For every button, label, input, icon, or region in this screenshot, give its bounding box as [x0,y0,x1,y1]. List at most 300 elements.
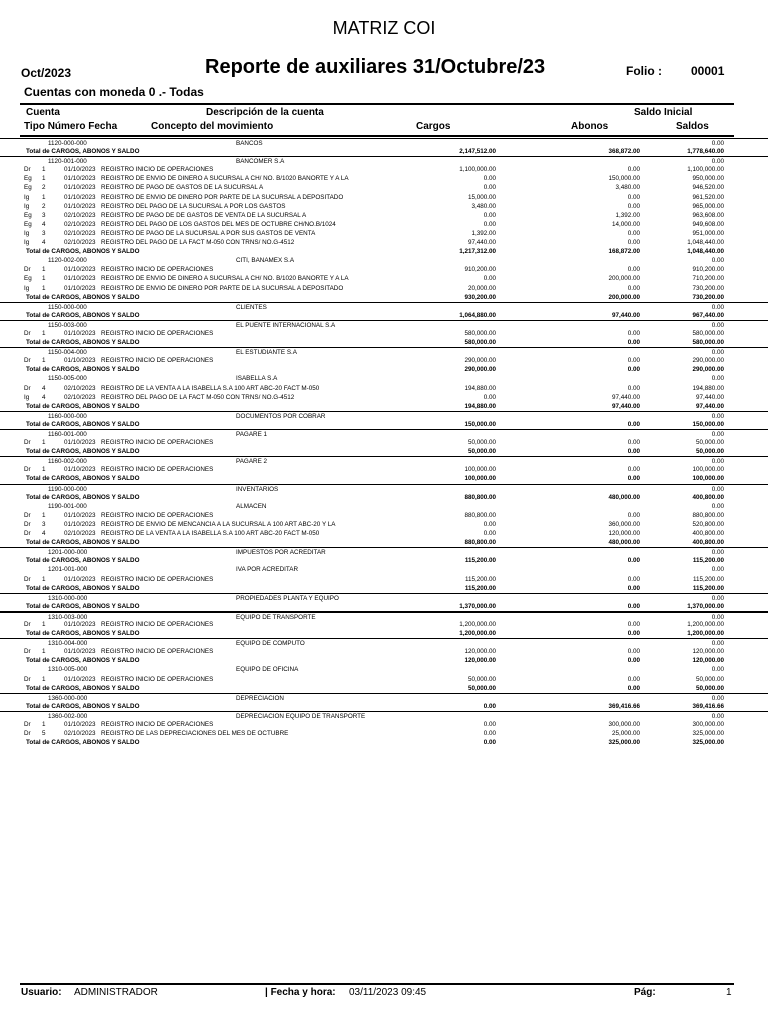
abonos-value: 368,872.00 [608,148,640,156]
account-row [0,484,768,493]
account-row [0,156,768,165]
cargos-value: 0.00 [483,175,496,183]
movement-type: Dr [24,384,31,392]
abonos-value: 0.00 [627,357,640,365]
cargos-value: 150,000.00 [464,420,496,428]
account-code: 1310-005-000 [48,666,88,674]
movement-row [0,174,768,183]
total-label: Total de CARGOS, ABONOS Y SALDO [26,339,140,347]
total-label: Total de CARGOS, ABONOS Y SALDO [26,539,140,547]
abonos-value: 168,872.00 [608,248,640,256]
account-code: 1160-001-000 [48,431,87,438]
movement-type: Dr [24,511,31,519]
saldo-value: 950,000.00 [692,175,724,183]
abonos-value: 0.00 [627,584,640,592]
movement-date: 02/10/2023 [64,239,96,247]
account-name: BANCOS [236,140,263,147]
account-name: EQUIPO DE OFICINA [236,666,299,674]
account-code: 1310-000-000 [48,594,88,602]
account-name: DEPRECIACION [236,694,284,702]
total-label: Total de CARGOS, ABONOS Y SALDO [26,557,140,565]
movement-number: 1 [42,357,46,365]
initial-balance: 0.00 [711,458,724,466]
account-row [0,320,768,329]
account-name: EL ESTUDIANTE S.A [236,349,298,357]
cargos-value: 15,000.00 [467,193,496,201]
abonos-value: 0.00 [627,657,640,665]
initial-balance: 0.00 [711,431,724,438]
abonos-value: 0.00 [627,575,640,583]
col-tipo-numero-fecha: Tipo Número Fecha [24,121,118,132]
movement-concept: REGISTRO INICIO DE OPERACIONES [101,266,214,274]
movement-type: Dr [24,620,31,628]
abonos-value: 0.00 [627,630,640,638]
movement-row [0,620,768,629]
movement-concept: REGISTRO DE ENVIO DE MENCANCIA A LA SUCURSAL A 100 ART ABC-20 Y LA [101,520,336,528]
movement-number: 1 [42,439,46,447]
movement-type: Dr [24,466,31,474]
saldo-value: 115,200.00 [692,584,724,592]
abonos-value: 325,000.00 [608,739,640,747]
account-name: PAGARE 2 [236,458,268,466]
initial-balance: 0.00 [711,349,724,357]
cargos-value: 20,000.00 [467,284,496,292]
col-cuenta: Cuenta [26,107,60,118]
movement-number: 1 [42,175,46,183]
saldo-value: 50,000.00 [695,439,724,447]
saldo-value: 965,000.00 [692,202,724,210]
movement-type: Ig [24,393,30,401]
cargos-value: 50,000.00 [467,684,496,692]
account-name: BANCOMER S.A [236,158,285,166]
initial-balance: 0.00 [711,666,724,674]
total-row [0,147,768,156]
account-row [0,302,768,311]
account-row [0,711,768,720]
period-label: Oct/2023 [21,66,72,80]
saldo-value: 880,800.00 [692,511,724,519]
total-label: Total de CARGOS, ABONOS Y SALDO [26,657,140,665]
movement-type: Ig [24,229,30,237]
total-label: Total de CARGOS, ABONOS Y SALDO [26,630,140,638]
account-code: 1160-000-000 [48,412,87,420]
initial-balance: 0.00 [711,712,724,720]
abonos-value: 0.00 [627,511,640,519]
account-code: 1160-002-000 [48,458,87,466]
total-label: Total de CARGOS, ABONOS Y SALDO [26,420,140,428]
app-title: MATRIZ COI [332,18,436,38]
movement-date: 01/10/2023 [64,266,96,274]
account-name: EL PUENTE INTERNACIONAL S.A [236,321,336,329]
saldo-value: 1,048,440.00 [687,248,724,256]
saldo-value: 50,000.00 [695,675,724,683]
saldo-value: 97,440.00 [695,402,724,410]
abonos-value: 0.00 [627,166,640,174]
datetime-label: | Fecha y hora: [265,987,336,998]
movement-concept: REGISTRO DE PAGO DE GASTOS DE LA SUCURSAL A [101,184,264,192]
movement-number: 3 [42,520,46,528]
cargos-value: 0.00 [483,184,496,192]
cargos-value: 120,000.00 [464,648,496,656]
account-row [0,693,768,702]
movement-type: Eg [24,184,32,192]
total-label: Total de CARGOS, ABONOS Y SALDO [26,248,140,256]
saldo-value: 963,608.00 [692,211,724,219]
footer-divider [20,983,734,985]
total-row [0,656,768,665]
account-row [0,593,768,602]
saldo-value: 120,000.00 [692,648,724,656]
movement-number: 1 [42,511,46,519]
cargos-value: 1,392.00 [471,229,496,237]
initial-balance: 0.00 [711,375,724,383]
account-code: 1190-001-000 [48,502,87,510]
abonos-value: 0.00 [627,439,640,447]
saldo-value: 580,000.00 [692,339,724,347]
movement-concept: REGISTRO INICIO DE OPERACIONES [101,329,214,337]
account-row [0,456,768,465]
total-label: Total de CARGOS, ABONOS Y SALDO [26,584,140,592]
cargos-value: 1,200,000.00 [459,630,496,638]
cargos-value: 50,000.00 [467,439,496,447]
account-row [0,429,768,438]
movement-type: Ig [24,239,30,247]
cargos-value: 115,200.00 [464,557,496,565]
movement-date: 01/10/2023 [64,329,96,337]
movement-date: 01/10/2023 [64,675,96,683]
saldo-value: 710,200.00 [692,275,724,283]
movement-date: 01/10/2023 [64,575,96,583]
movement-date: 01/10/2023 [64,202,96,210]
total-row [0,629,768,638]
saldo-value: 949,608.00 [692,220,724,228]
total-row [0,556,768,565]
account-row [0,565,768,574]
movement-date: 02/10/2023 [64,730,96,738]
movement-date: 02/10/2023 [64,211,96,219]
initial-balance: 0.00 [711,640,724,648]
saldo-value: 100,000.00 [692,466,724,474]
cargos-value: 0.00 [483,730,496,738]
saldo-value: 115,200.00 [692,557,724,565]
cargos-value: 880,800.00 [464,511,496,519]
cargos-value: 115,200.00 [464,584,496,592]
page-value: 1 [726,987,732,998]
abonos-value: 0.00 [627,229,640,237]
movement-concept: REGISTRO DE LA VENTA A LA ISABELLA S.A 100 ART ABC-20 FACT M-050 [101,384,320,392]
abonos-value: 300,000.00 [608,721,640,728]
saldo-value: 290,000.00 [692,357,724,365]
movement-number: 1 [42,648,46,656]
saldo-value: 1,200,000.00 [687,630,724,638]
abonos-value: 0.00 [627,557,640,565]
cargos-value: 194,880.00 [464,384,496,392]
total-row [0,584,768,593]
account-name: INVENTARIOS [236,485,279,493]
saldo-value: 910,200.00 [692,266,724,274]
movement-row [0,211,768,220]
account-row [0,347,768,356]
cargos-value: 0.00 [483,220,496,228]
saldo-value: 961,520.00 [692,193,724,201]
saldo-value: 194,880.00 [692,384,724,392]
col-descripcion: Descripción de la cuenta [206,107,324,118]
movement-type: Dr [24,266,31,274]
movement-type: Eg [24,175,32,183]
abonos-value: 0.00 [627,466,640,474]
saldo-value: 967,440.00 [692,311,724,319]
saldo-value: 400,800.00 [692,530,724,538]
movement-date: 01/10/2023 [64,184,96,192]
saldo-value: 580,000.00 [692,329,724,337]
abonos-value: 97,440.00 [611,402,640,410]
saldo-value: 325,000.00 [692,730,724,738]
saldo-value: 150,000.00 [692,420,724,428]
datetime-value: 03/11/2023 09:45 [349,987,427,998]
abonos-value: 0.00 [627,648,640,656]
account-row [0,547,768,556]
movement-number: 4 [42,239,46,247]
cargos-value: 880,800.00 [464,493,496,501]
movement-date: 01/10/2023 [64,620,96,628]
account-name: ALMACEN [236,502,267,510]
saldo-value: 97,440.00 [695,393,724,401]
movement-number: 4 [42,384,46,392]
movement-row [0,511,768,520]
movement-number: 1 [42,721,46,728]
movement-row [0,220,768,229]
total-label: Total de CARGOS, ABONOS Y SALDO [26,684,140,692]
movement-date: 01/10/2023 [64,175,96,183]
account-row [0,374,768,383]
movement-concept: REGISTRO DEL PAGO DE LA SUCURSAL A POR LOS GASTOS [101,202,286,210]
abonos-value: 360,000.00 [608,520,640,528]
total-label: Total de CARGOS, ABONOS Y SALDO [26,293,140,301]
abonos-value: 0.00 [627,684,640,692]
cargos-value: 0.00 [483,275,496,283]
movement-date: 02/10/2023 [64,530,96,538]
movement-date: 01/10/2023 [64,520,96,528]
cargos-value: 580,000.00 [464,339,496,347]
movement-row [0,193,768,202]
cargos-value: 0.00 [483,739,496,747]
account-code: 1120-001-000 [48,158,87,166]
abonos-value: 200,000.00 [608,293,640,301]
folio-value: 00001 [691,64,725,78]
abonos-value: 0.00 [627,475,640,483]
account-row [0,611,768,620]
movement-date: 01/10/2023 [64,721,96,728]
movement-concept: REGISTRO INICIO DE OPERACIONES [101,166,214,174]
movement-date: 02/10/2023 [64,220,96,228]
movement-row [0,183,768,192]
movement-type: Dr [24,329,31,337]
cargos-value: 100,000.00 [464,466,496,474]
col-saldo-inicial: Saldo Inicial [634,107,693,118]
movement-date: 01/10/2023 [64,511,96,519]
abonos-value: 0.00 [627,420,640,428]
abonos-value: 0.00 [627,448,640,456]
movement-date: 02/10/2023 [64,229,96,237]
saldo-value: 1,100,000.00 [687,166,724,174]
cargos-value: 120,000.00 [464,657,496,665]
col-saldos: Saldos [676,121,709,132]
total-label: Total de CARGOS, ABONOS Y SALDO [26,475,140,483]
movement-concept: REGISTRO DEL PAGO DE LA FACT M-050 CON TRNS/ NO.G-4512 [101,239,295,247]
abonos-value: 97,440.00 [611,393,640,401]
total-row [0,293,768,302]
movement-number: 4 [42,530,46,538]
total-label: Total de CARGOS, ABONOS Y SALDO [26,602,140,610]
account-code: 1150-000-000 [48,303,87,311]
initial-balance: 0.00 [711,694,724,702]
movement-concept: REGISTRO DE LAS DEPRECIACIONES DEL MES DE OCTUBRE [101,730,289,738]
abonos-value: 480,000.00 [608,539,640,547]
movement-number: 2 [42,184,46,192]
movement-row [0,329,768,338]
total-row [0,420,768,429]
total-row [0,702,768,711]
account-code: 1310-004-000 [48,640,88,648]
movement-date: 01/10/2023 [64,275,96,283]
saldo-value: 400,800.00 [692,493,724,501]
cargos-value: 0.00 [483,520,496,528]
movement-concept: REGISTRO DE ENVIO DE DINERO A SUCURSAL A CH/ NO. B/1020 BANORTE Y A LA [101,275,349,283]
movement-date: 01/10/2023 [64,193,96,201]
total-row [0,338,768,347]
account-name: DEPRECIACION EQUIPO DE TRANSPORTE [236,712,366,720]
movement-row [0,438,768,447]
total-label: Total de CARGOS, ABONOS Y SALDO [26,493,140,501]
abonos-value: 1,392.00 [615,211,640,219]
account-code: 1120-000-000 [48,140,87,147]
abonos-value: 150,000.00 [608,175,640,183]
cargos-value: 50,000.00 [467,448,496,456]
saldo-value: 115,200.00 [692,575,724,583]
saldo-value: 50,000.00 [695,448,724,456]
movement-concept: REGISTRO INICIO DE OPERACIONES [101,675,214,683]
saldo-value: 1,778,640.00 [687,148,724,156]
saldo-value: 1,200,000.00 [687,620,724,628]
movement-number: 1 [42,193,46,201]
movement-concept: REGISTRO DE ENVIO DE DINERO POR PARTE DE LA SUCURSAL A DEPOSITADO [101,193,344,201]
user-label: Usuario: [21,987,62,998]
initial-balance: 0.00 [711,303,724,311]
total-label: Total de CARGOS, ABONOS Y SALDO [26,366,140,374]
movement-row [0,165,768,174]
initial-balance: 0.00 [711,321,724,329]
total-row [0,738,768,747]
total-row [0,402,768,411]
movement-type: Dr [24,520,31,528]
movement-number: 1 [42,284,46,292]
account-code: 1360-002-000 [48,712,88,720]
account-name: CLIENTES [236,303,267,311]
total-row [0,311,768,320]
movement-number: 1 [42,266,46,274]
account-code: 1150-004-000 [48,349,87,357]
movement-date: 01/10/2023 [64,357,96,365]
abonos-value: 0.00 [627,193,640,201]
movement-type: Dr [24,675,31,683]
cargos-value: 0.00 [483,530,496,538]
abonos-value: 200,000.00 [608,275,640,283]
movement-concept: REGISTRO DEL PAGO DE LA FACT M-050 CON TRNS/ NO.G-4512 [101,393,295,401]
saldo-value: 300,000.00 [692,721,724,728]
movement-date: 01/10/2023 [64,284,96,292]
total-label: Total de CARGOS, ABONOS Y SALDO [26,448,140,456]
abonos-value: 14,000.00 [611,220,640,228]
saldo-value: 1,370,000.00 [687,602,724,610]
movement-number: 1 [42,620,46,628]
total-row [0,247,768,256]
abonos-value: 0.00 [627,339,640,347]
account-name: ISABELLA S.A [236,375,278,383]
abonos-value: 0.00 [627,239,640,247]
cargos-value: 0.00 [483,393,496,401]
account-code: 1150-005-000 [48,375,87,383]
movement-type: Eg [24,211,32,219]
account-name: PROPIEDADES PLANTA Y EQUIPO [236,594,339,602]
movement-type: Ig [24,202,30,210]
movement-concept: REGISTRO DEL PAGO DE LOS GASTOS DEL MES DE OCTUBRE CH/NO.B/1024 [101,220,336,228]
initial-balance: 0.00 [711,485,724,493]
saldo-value: 520,800.00 [692,520,724,528]
saldo-value: 290,000.00 [692,366,724,374]
movement-concept: REGISTRO INICIO DE OPERACIONES [101,575,214,583]
abonos-value: 0.00 [627,329,640,337]
account-name: IVA POR ACREDITAR [236,566,299,574]
movement-type: Dr [24,166,31,174]
user-value: ADMINISTRADOR [74,987,158,998]
cargos-value: 100,000.00 [464,475,496,483]
account-code: 1201-000-000 [48,549,88,557]
account-code: 1310-003-000 [48,613,88,621]
movement-row [0,384,768,393]
account-code: 1190-000-000 [48,485,87,493]
account-name: CITI, BANAMEX S.A [236,257,295,265]
cargos-value: 290,000.00 [464,357,496,365]
account-name: PAGARE 1 [236,431,268,438]
movement-number: 1 [42,466,46,474]
movement-type: Dr [24,530,31,538]
saldo-value: 50,000.00 [695,684,724,692]
movement-concept: REGISTRO INICIO DE OPERACIONES [101,511,214,519]
cargos-value: 1,217,312.00 [459,248,496,256]
total-label: Total de CARGOS, ABONOS Y SALDO [26,702,140,710]
saldo-value: 120,000.00 [692,657,724,665]
account-name: IMPUESTOS POR ACREDITAR [236,549,326,557]
cargos-value: 0.00 [483,211,496,219]
movement-concept: REGISTRO DE ENVIO DE DINERO A SUCURSAL A CH/ NO. B/1020 BANORTE Y A LA [101,175,349,183]
total-row [0,602,768,611]
account-row [0,502,768,511]
saldo-value: 100,000.00 [692,475,724,483]
movement-number: 1 [42,275,46,283]
abonos-value: 0.00 [627,384,640,392]
movement-row [0,202,768,211]
abonos-value: 369,416.66 [608,702,640,710]
movement-row [0,356,768,365]
movement-date: 01/10/2023 [64,166,96,174]
initial-balance: 0.00 [711,140,724,147]
movement-row [0,675,768,684]
abonos-value: 0.00 [627,202,640,210]
movement-number: 1 [42,166,46,174]
initial-balance: 0.00 [711,412,724,420]
movement-number: 1 [42,329,46,337]
account-name: DOCUMENTOS POR COBRAR [236,412,326,420]
